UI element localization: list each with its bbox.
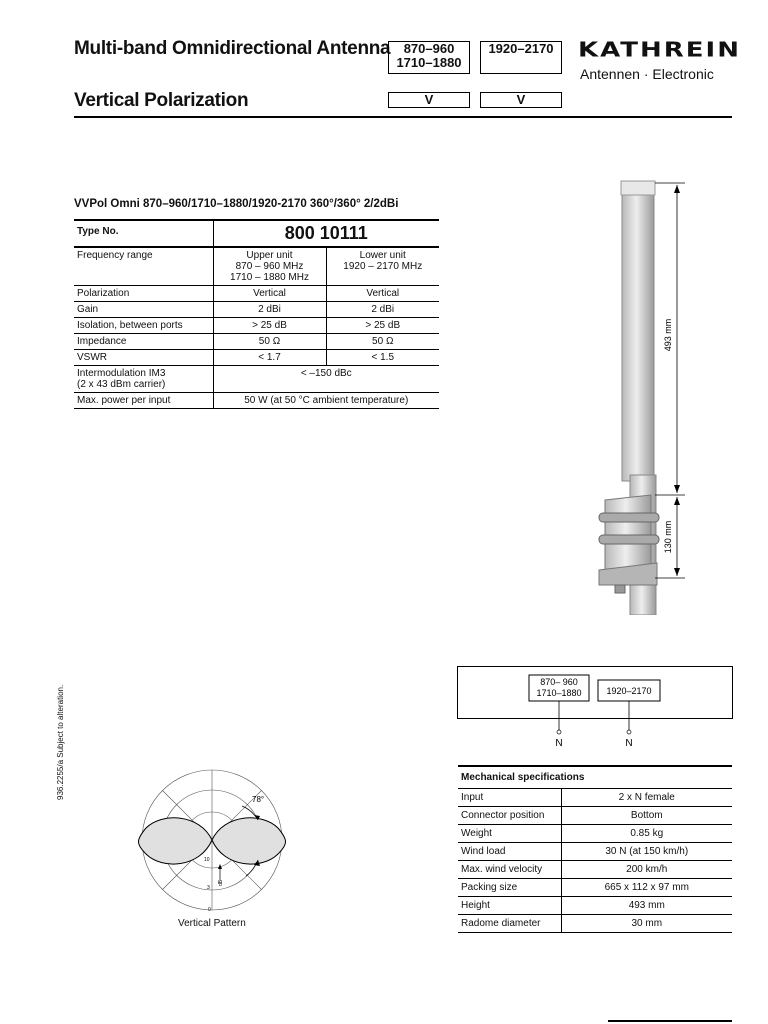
brand-subtitle: Antennen · Electronic	[580, 66, 714, 82]
brand-logo: KATHREIN	[578, 38, 741, 62]
table-row	[458, 915, 732, 933]
spec-upper-value: Upper unit 870 – 960 MHz 1710 – 1880 MHz	[213, 247, 326, 286]
spec-lower-value: < 1.5	[326, 350, 439, 366]
connector-n-2: N	[625, 738, 633, 749]
type-label: Type No.	[74, 220, 213, 247]
band-box-low	[388, 41, 470, 74]
mech-row-label: Height	[458, 897, 561, 915]
page-title: Multi-band Omnidirectional Antenna	[74, 38, 391, 59]
pattern-scale-0: 0	[208, 907, 211, 913]
im3-value: < –150 dBc	[213, 366, 439, 393]
spec-row-label: VSWR	[74, 350, 213, 366]
table-row	[458, 861, 732, 879]
antenna-drawing	[585, 175, 695, 615]
power-label: Max. power per input	[74, 393, 213, 409]
mech-row-label: Input	[458, 789, 561, 807]
header-divider	[74, 116, 732, 118]
table-row	[74, 393, 439, 409]
band-a-line1: 870–960	[403, 41, 455, 56]
dim-height-label: 493 mm	[663, 318, 673, 352]
footer-rule	[608, 1020, 732, 1022]
spec-upper-value: 2 dBi	[213, 302, 326, 318]
pattern-caption: Vertical Pattern	[178, 918, 246, 929]
spec-lower-value: 50 Ω	[326, 334, 439, 350]
table-row	[458, 766, 732, 789]
power-value: 50 W (at 50 °C ambient temperature)	[213, 393, 439, 409]
pol-box-b: V	[480, 92, 562, 108]
connector-n-1: N	[555, 738, 563, 749]
spec-upper-value: < 1.7	[213, 350, 326, 366]
table-row	[74, 334, 439, 350]
pattern-scale-3: 3	[207, 885, 210, 891]
spec-lower-value: Lower unit 1920 – 2170 MHz	[326, 247, 439, 286]
table-row	[458, 807, 732, 825]
table-row	[74, 366, 439, 393]
mech-row-value: 493 mm	[561, 897, 732, 915]
table-row	[458, 879, 732, 897]
mechanical-title: Mechanical specifications	[458, 766, 732, 789]
dim-clamp-label: 130 mm	[663, 520, 673, 554]
table-row	[458, 825, 732, 843]
page-subtitle: Vertical Polarization	[74, 90, 249, 111]
mech-row-label: Packing size	[458, 879, 561, 897]
table-row	[458, 789, 732, 807]
spec-row-label: Frequency range	[74, 247, 213, 286]
pattern-angle-label: 78°	[252, 795, 265, 804]
table-row	[74, 247, 439, 286]
spec-row-label: Impedance	[74, 334, 213, 350]
spec-lower-value: 2 dBi	[326, 302, 439, 318]
block-box1-line1: 870– 960	[540, 677, 578, 687]
mech-row-value: 200 km/h	[561, 861, 732, 879]
spec-upper-value: > 25 dB	[213, 318, 326, 334]
mech-row-value: 0.85 kg	[561, 825, 732, 843]
mech-row-value: 665 x 112 x 97 mm	[561, 879, 732, 897]
spec-upper-value: Vertical	[213, 286, 326, 302]
mech-row-value: 30 mm	[561, 915, 732, 933]
mech-row-label: Wind load	[458, 843, 561, 861]
block-box2: 1920–2170	[606, 686, 652, 696]
table-row	[74, 286, 439, 302]
pattern-scale-10: 10	[204, 857, 210, 863]
mechanical-spec-table	[458, 765, 732, 933]
table-row	[74, 220, 439, 247]
vertical-pattern-chart	[138, 768, 288, 916]
mech-row-label: Weight	[458, 825, 561, 843]
table-row	[74, 318, 439, 334]
band-box-high	[480, 41, 562, 74]
type-number: 800 10111	[213, 220, 439, 247]
mech-row-label: Radome diameter	[458, 915, 561, 933]
table-row	[74, 350, 439, 366]
pattern-unit: dB	[218, 879, 224, 886]
mech-row-value: Bottom	[561, 807, 732, 825]
mech-row-label: Max. wind velocity	[458, 861, 561, 879]
block-box1-line2: 1710–1880	[536, 688, 582, 698]
pol-box-a: V	[388, 92, 470, 108]
electrical-spec-table	[74, 219, 439, 409]
spec-lower-value: Vertical	[326, 286, 439, 302]
mech-row-value: 30 N (at 150 km/h)	[561, 843, 732, 861]
block-diagram	[457, 666, 733, 750]
document-code-note: 936.2255/a Subject to alteration.	[56, 684, 65, 800]
mech-row-value: 2 x N female	[561, 789, 732, 807]
spec-title: VVPol Omni 870–960/1710–1880/1920-2170 360°/360° 2/2dBi	[74, 198, 399, 210]
band-a-line2: 1710–1880	[396, 55, 462, 70]
im3-label: Intermodulation IM3 (2 x 43 dBm carrier)	[74, 366, 213, 393]
table-row	[74, 302, 439, 318]
spec-row-label: Isolation, between ports	[74, 318, 213, 334]
spec-row-label: Polarization	[74, 286, 213, 302]
table-row	[458, 897, 732, 915]
mech-row-label: Connector position	[458, 807, 561, 825]
spec-upper-value: 50 Ω	[213, 334, 326, 350]
spec-lower-value: > 25 dB	[326, 318, 439, 334]
band-b: 1920–2170	[488, 41, 554, 56]
spec-row-label: Gain	[74, 302, 213, 318]
table-row	[458, 843, 732, 861]
